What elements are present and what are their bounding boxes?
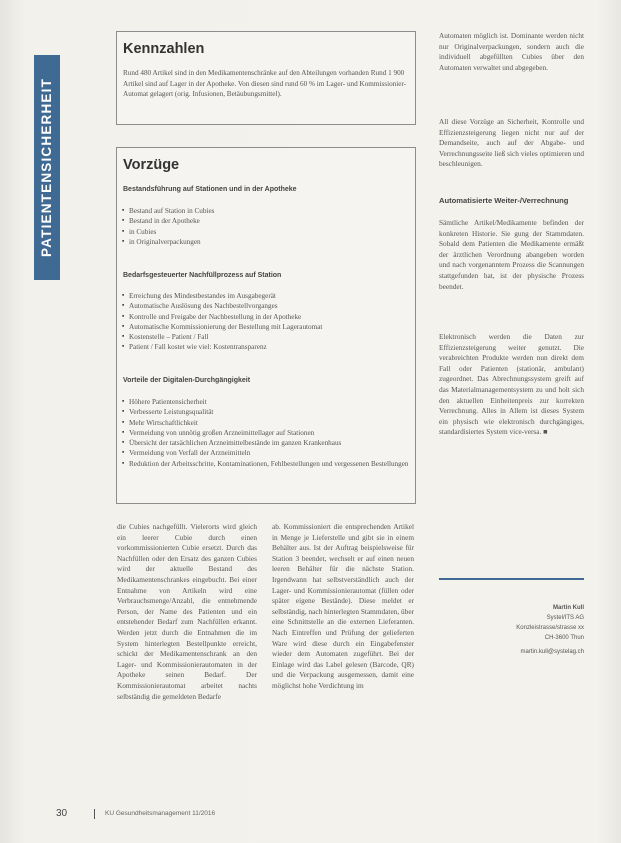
kennzahlen-text: Rund 480 Artikel sind in den Medikamentenschränke auf den Abteilungen vorhanden Rund 1 900 Artikel sind auf Lager in der Apotheke. Von diesen sind rund 60 % im Lager- und Kommissionier-Automat gelagert (orig. Infusionen, Betäubungsmittel). (123, 69, 407, 98)
list-item: ▪ Erreichung des Mindestbestandes im Ausgabegerät (122, 291, 412, 301)
author-city: CH-3600 Thun (544, 635, 584, 641)
sidebar-label-container (34, 55, 60, 280)
list-item: ▪ Bestand in der Apotheke (122, 216, 412, 226)
author-company: Systel/ITS AG (546, 615, 584, 621)
section-list (122, 291, 412, 353)
list-item: ▪ Automatische Kommissionierung der Bestellung mit Lagerautomat (122, 322, 412, 332)
list-item: ▪ Höhere Patientensicherheit (122, 397, 412, 407)
list-item: ▪ Patient / Fall kostet wie viel: Kostentransparenz (122, 342, 412, 352)
footer-source: KU Gesundheitsmanagement 11/2016 (105, 810, 216, 817)
body-column-1: die Cubies nachgefüllt. Vielerorts wird gleich ein leerer Cubie durch einen vorkommissionierten Cubie ersetzt. Durch das Nachfüllen oder den Ersatz des ganzen Cubies wird der aktuelle Bestand des Medikamentenschrankes eingebucht. Bei einer Entnahme von Artikeln wird eine Verbrauchsmenge/Anzahl, die entnehmende Person, der Name des Patienten und ein entstehender Bedarf zum Nachfüllen erkannt. Werden jetzt durch die Entnahmen die im System hinterlegten Bestellpunkte erreicht, schickt der Medikamentenschrank an den Lager- und Kommissionierautomaten in der Apotheke seinen Bedarf. Der Kommissionierautomat arbeitet nachts selbständig die gemeldeten Bedarfe (117, 522, 257, 701)
list-item: ▪ Vermeidung von unnötig großen Arzneimittellager auf Stationen (122, 428, 412, 438)
section-list (122, 397, 412, 469)
author-divider (439, 578, 584, 580)
list-item: ▪ Verbesserte Leistungsqualität (122, 407, 412, 417)
kennzahlen-box (116, 31, 416, 125)
section-heading: Bestandsführung auf Stationen und in der Apotheke (123, 186, 297, 193)
list-item: ▪ Bestand auf Station in Cubies (122, 206, 412, 216)
section-list (122, 206, 412, 247)
list-item: ▪ Übersicht der tatsächlichen Arzneimittelbestände im ganzen Krankenhaus (122, 438, 412, 448)
list-item: ▪ Kontrolle und Freigabe der Nachbestellung in der Apotheke (122, 312, 412, 322)
right-column-paragraph-4: Elektronisch werden die Daten zur Effizienzsteigerung weiter genutzt. Die verabreichten Produkte werden nun direkt dem Fall oder Patienten (stationär, ambulant) zugeordnet. Das Abrechnungssystem greift auf das Materialmanagementsystem zu und holt sich den aktuellen Einheitenpreis zur korrekten Verrechnung. Alles in Allem ist dieses System ein physisch wie elektronisch durchgängiges, standardisiertes System vice-versa. ■ (439, 332, 584, 437)
page-number: 30 (56, 808, 68, 819)
author-street: Konzleistrasse/strasse xx (516, 625, 584, 631)
list-item: ▪ Mehr Wirtschaftlichkeit (122, 418, 412, 428)
list-item: ▪ Vermeidung von Verfall der Arzneimitteln (122, 448, 412, 458)
right-column-paragraph-2: All diese Vorzüge an Sicherheit, Kontrolle und Effizienzsteigerung liegen nicht nur auf der Demandseite, auch auf der Abgabe- und Verrechnungsseite ließ sich vieles optimieren und beschleunigen. (439, 117, 584, 169)
list-item: ▪ in Cubies (122, 227, 412, 237)
kennzahlen-title: Kennzahlen (123, 41, 205, 57)
section-heading: Bedarfsgesteuerter Nachfüllprozess auf Station (123, 272, 282, 279)
sidebar-label: PATIENTENSICHERHEIT (39, 77, 55, 258)
section-heading: Vorteile der Digitalen-Durchgängigkeit (123, 377, 251, 384)
list-item: ▪ Automatische Auslösung des Nachbestellvorganges (122, 301, 412, 311)
list-item: ▪ Reduktion der Arbeitsschritte, Kontaminationen, Fehlbestellungen und vergessenen Bestellungen (122, 459, 412, 469)
list-item: ▪ in Originalverpackungen (122, 237, 412, 247)
author-email: martin.kull@systelag.ch (520, 649, 584, 655)
body-column-2: ab. Kommissioniert die entsprechenden Artikel in Menge je Lieferstelle und gibt sie in einem Behälter aus. Ist der Auftrag beispielsweise für Station 3 beendet, wechselt er auf einen neuen leeren Behälter für die nächste Station. Irgendwann hat selbstverständlich auch der Lager- und Kommissionierautomat (füllen oder später eigene Bestände). Diese meldet er selbständig, nach hinterlegten Stammdaten, über eine Schnittstelle an die externen Lieferanten. Nach Eintreffen und Prüfung der gelieferten Ware wird diese durch ein Eingabefenster wieder dem Automaten zugeführt. Bei der Einlage wird das Label gelesen (Barcode, QR) und die Verpackung ausgemessen, damit eine möglichst hohe Verdichtung im (272, 522, 414, 690)
author-name: Martin Kull (553, 605, 584, 611)
right-column-paragraph-1: Automaten möglich ist. Dominante werden nicht nur Originalverpackungen, sondern auch die individuell abgefüllten Cubies über den Automaten verwaltet und abgegeben. (439, 31, 584, 72)
right-column-paragraph-3: Sämtliche Artikel/Medikamente befinden der konkreten Historie. Sie gung der Stammdaten. Sobald dem Patienten die Medikamente ermäßt der ärztlichen Verordnung abangeben worden und nach vorgenanntem Prozess die Scannungen stattgefunden hat, ist der physische Prozess beendet. (439, 218, 584, 291)
vorzuege-title: Vorzüge (123, 157, 180, 173)
right-column-subheading: Automatisierte Weiter-/Verrechnung (439, 196, 569, 205)
list-item: ▪ Kostenstelle – Patient / Fall (122, 332, 412, 342)
vorzuege-box (116, 147, 416, 504)
footer-separator (94, 809, 95, 819)
